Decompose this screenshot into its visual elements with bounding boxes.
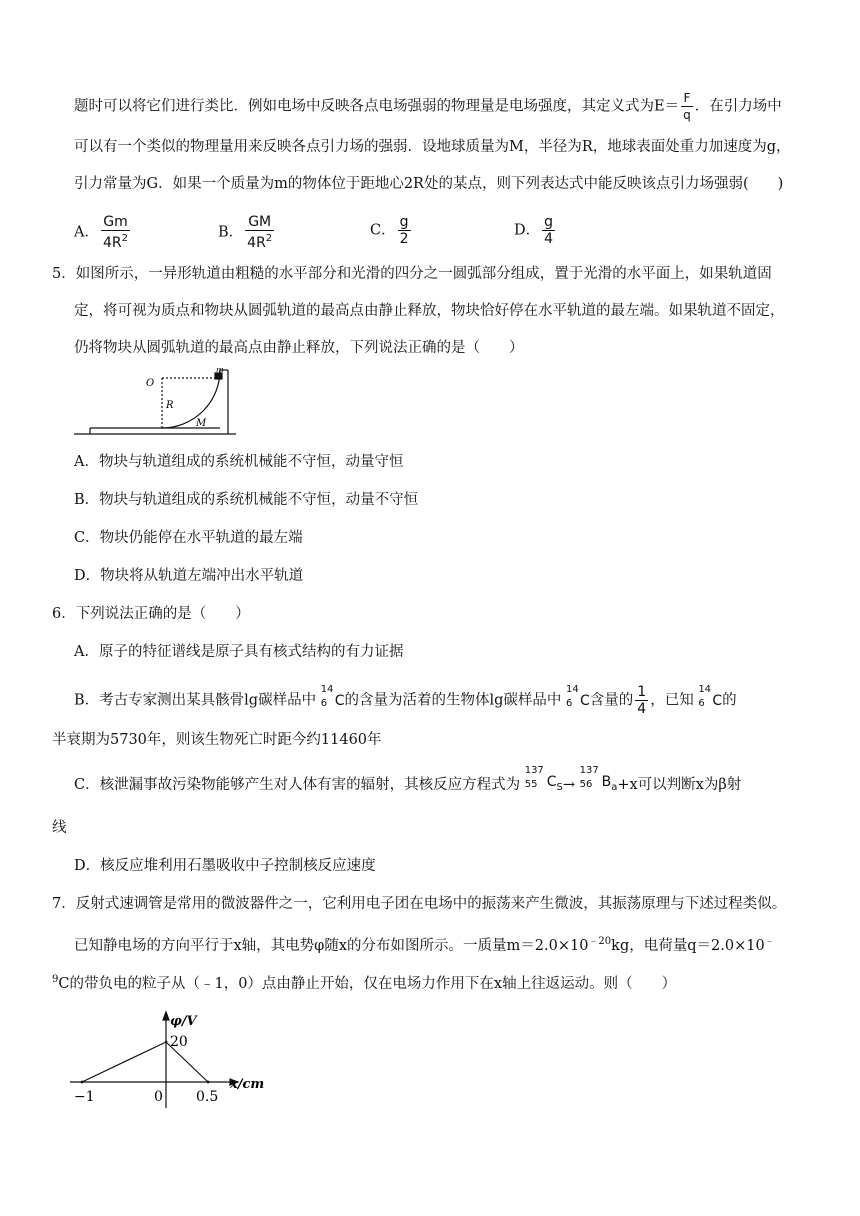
q4-option-d: D． $\frac{g}{4}$: [514, 214, 554, 247]
q7-stem-line-1: 7．反射式速调管是常用的微波器件之一，它利用电子团在电场中的振荡来产生微波，其振荡原理与下述过程类似。: [52, 896, 787, 912]
tick-label-neg1: −1: [74, 1089, 95, 1105]
q4-option-b: B． $\frac{GM}{4R^2}$: [218, 214, 273, 251]
fraction-F-over-q: $\frac{F}{q}$: [683, 91, 691, 122]
tick-label-0-5: 0.5: [196, 1089, 219, 1105]
carbon-14-nuclide: 14 6 C: [566, 683, 590, 709]
potential-graph: [60, 1008, 280, 1108]
q5-stem-line-2: 定，将可视为质点和物块从圆弧轨道的最高点由静止释放，物块恰好停在水平轨道的最左端。如果轨道不固定，: [74, 303, 785, 319]
q4-option-a: A． $\frac{Gm}{4R^2}$: [74, 214, 128, 251]
label-r: R: [166, 400, 174, 411]
potential-point-1: [165, 1041, 167, 1043]
potential-segment-0: [82, 1042, 166, 1082]
barium-137-nuclide: 137 56 $B_a$: [579, 765, 618, 793]
q5-stem-line-3: 仍将物块从圆弧轨道的最高点由静止释放，下列说法正确的是（ ）: [74, 340, 524, 356]
q4-intro-line-2: 可以有一个类似的物理量用来反映各点引力场的强弱．设地球质量为M，半径为R，地球表面处重力加速度为g，: [74, 139, 791, 155]
y-axis-label: φ/V: [170, 1014, 197, 1029]
arrow: →: [562, 777, 575, 793]
q5-option-d: D．物块将从轨道左端冲出水平轨道: [74, 568, 304, 584]
tick-label-0: 0: [154, 1089, 163, 1105]
q5-option-c: C．物块仍能停在水平轨道的最左端: [74, 530, 303, 546]
fraction-one-quarter: $\frac{1}{4}$: [637, 684, 647, 717]
carbon-14-nuclide: 14 6 C: [698, 683, 723, 709]
peak-label: 20: [170, 1034, 188, 1050]
fraction: $\frac{g}{4}$: [544, 214, 554, 247]
q7-stem-line-3: $^9$C的带负电的粒子从（﹣1，0）点由静止开始，仅在电场力作用下在x轴上往返运动。则（ ）: [52, 974, 677, 992]
label-o: O: [146, 378, 155, 389]
q5-track-figure: [70, 368, 240, 440]
q6-option-c-line-1: C．核泄漏事故污染物能够产生对人体有害的辐射，其核反应方程式为 137 55 $C_S\to$ 137 56 $B_a+x$可以判断x为β射: [74, 772, 741, 798]
q7-stem-line-2: 已知静电场的方向平行于x轴，其电势φ随x的分布如图所示。一质量$m=2.0\times 10^{﹣20}kg$，电荷量q＝2.0×10﹣: [74, 936, 775, 954]
y-axis-arrow: [163, 1012, 169, 1020]
fraction: $\frac{GM}{4R^2}$: [247, 214, 273, 251]
q6-stem: 6．下列说法正确的是（ ）: [52, 606, 250, 622]
q6-option-b-line-1: B．考古专家测出某具骸骨lg碳样品中 14 6 C的含量为活着的生物体lg碳样品中 14 6 C含量的 $\frac{1}{4}$ ，已知 14 6 C的: [74, 683, 737, 717]
carbon-14-nuclide: 14 6 C: [320, 683, 345, 709]
text: ．在引力场中: [694, 98, 782, 115]
q5-option-a: A．物块与轨道组成的系统机械能不守恒，动量守恒: [74, 454, 404, 470]
label-big-m: M: [196, 418, 207, 429]
q6-option-c-line-2: 线: [52, 820, 67, 836]
q4-intro-line-3: 引力常量为G．如果一个质量为m的物体位于距地心2R处的某点，则下列表达式中能反映该点引力场强弱( ): [74, 176, 784, 192]
x-axis-label: x/cm: [230, 1077, 265, 1092]
fraction: $\frac{Gm}{4R^2}$: [102, 214, 128, 251]
q6-option-d: D．核反应堆利用石墨吸收中子控制核反应速度: [74, 858, 376, 874]
arc-track: [162, 370, 220, 428]
label-m: m: [216, 368, 224, 374]
q6-option-a: A．原子的特征谱线是原子具有核式结构的有力证据: [74, 644, 404, 660]
fraction: $\frac{g}{2}$: [399, 214, 409, 247]
potential-point-0: [81, 1081, 83, 1083]
q5-option-b: B．物块与轨道组成的系统机械能不守恒，动量不守恒: [74, 492, 419, 508]
q5-stem-line-1: 5．如图所示，一异形轨道由粗糙的水平部分和光滑的四分之一圆弧部分组成，置于光滑的水平面上，如果轨道固: [52, 266, 772, 282]
q4-option-c: C． $\frac{g}{2}$: [370, 214, 409, 247]
potential-point-2: [207, 1081, 209, 1083]
cesium-137-nuclide: 137 55 $C_S$: [524, 765, 563, 793]
text: 题时可以将它们进行类比．例如电场中反映各点电场强弱的物理量是电场强度，其定义式为E＝: [74, 98, 680, 115]
q6-option-b-line-2: 半衰期为5730年，则该生物死亡时距今约11460年: [52, 732, 382, 748]
q4-intro-line-1: [74, 90, 782, 123]
